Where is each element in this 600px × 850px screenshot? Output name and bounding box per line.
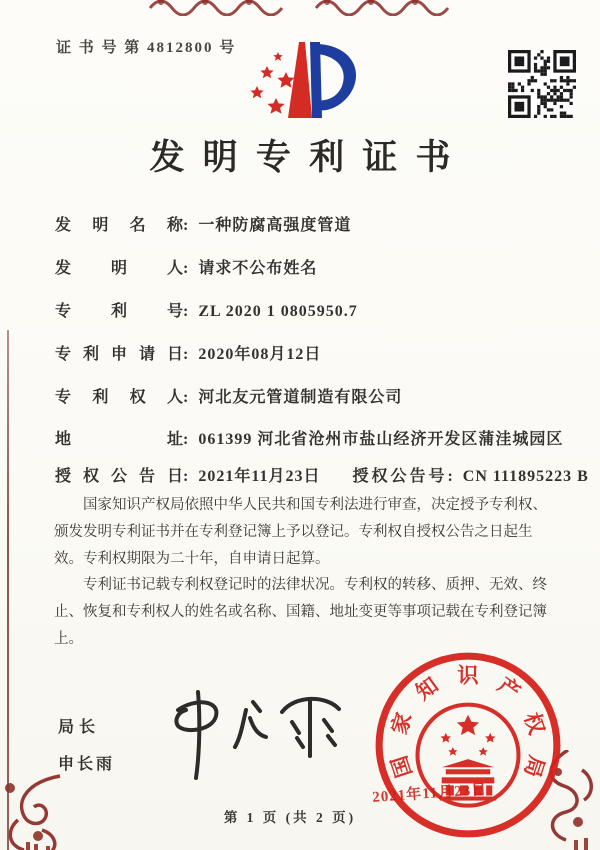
field-value: ZL 2020 1 0805950.7 — [198, 303, 358, 320]
svg-text:家: 家 — [387, 709, 417, 738]
field-address — [55, 426, 563, 449]
certificate-title: 发明专利证书 — [149, 138, 469, 177]
colon: : — [183, 389, 189, 406]
colon: : — [447, 468, 453, 485]
svg-text:知: 知 — [411, 672, 443, 705]
border-ornament-top — [148, 0, 460, 16]
svg-text:产: 产 — [493, 672, 525, 705]
svg-text:识: 识 — [457, 663, 479, 688]
field-value: CN 111895223 B — [462, 468, 589, 485]
field-value: 一种防腐高强度管道 — [198, 217, 352, 234]
svg-text:局: 局 — [519, 752, 549, 781]
svg-text:国: 国 — [387, 752, 417, 781]
colon: : — [183, 431, 189, 448]
signatory-name: 申长雨 — [58, 756, 116, 773]
field-label: 授权公告日 — [55, 468, 183, 485]
seal-date-stamp: 2021年11月23日 — [371, 781, 488, 806]
field-label: 专利号 — [55, 303, 183, 320]
field-value: 2021年11月23日 — [198, 468, 321, 485]
field-grant-row — [55, 463, 589, 486]
svg-text:权: 权 — [519, 709, 549, 738]
colon: : — [183, 346, 189, 363]
field-value: 2020年08月12日 — [198, 346, 322, 363]
field-label: 授权公告号 — [352, 468, 448, 485]
field-grant-number — [352, 468, 588, 485]
handwritten-signature-icon — [150, 680, 350, 788]
cnipa-logo-icon — [230, 30, 370, 132]
paper-edge-line — [7, 330, 9, 850]
field-label: 发明名称 — [55, 217, 183, 234]
colon: : — [183, 260, 189, 277]
field-application-date — [55, 341, 321, 364]
colon: : — [183, 303, 189, 320]
colon: : — [183, 217, 189, 234]
logo-stars — [250, 52, 294, 114]
field-label: 专利权人 — [55, 389, 183, 406]
field-value: 061399 河北省沧州市盐山经济开发区蒲洼城园区 — [198, 431, 564, 448]
colon: : — [183, 468, 189, 485]
field-patentee — [55, 384, 402, 407]
field-value: 请求不公布姓名 — [198, 260, 318, 277]
field-label: 发明人 — [55, 260, 183, 277]
field-invention-name — [55, 212, 351, 235]
field-inventor — [55, 255, 317, 278]
signatory-title: 局长 — [58, 719, 101, 736]
legal-text-block — [54, 492, 548, 653]
legal-paragraph-1: 国家知识产权局依照中华人民共和国专利法进行审查，决定授予专利权、颁发发明专利证书并在专利登记簿上予以登记。专利权自授权公告之日起生效。专利权期限为二十年，自申请日起算。 — [54, 497, 547, 567]
legal-paragraph-2: 专利证书记载专利权登记时的法律状况。专利权的转移、质押、无效、终止、恢复和专利权人的姓名或名称、国籍、地址变更等事项记载在专利登记簿上。 — [54, 577, 547, 648]
logo-blue-p — [310, 42, 356, 118]
certificate-number: 证 书 号 第 4812800 号 — [56, 40, 237, 56]
field-label: 地址 — [55, 431, 183, 448]
qr-code-icon — [508, 50, 576, 118]
field-patent-number — [55, 298, 358, 321]
page-footer: 第 1 页 (共 2 页) — [223, 810, 357, 825]
field-label: 专利申请日 — [55, 346, 183, 363]
field-grant-date — [55, 468, 324, 485]
field-value: 河北友元管道制造有限公司 — [198, 389, 403, 406]
